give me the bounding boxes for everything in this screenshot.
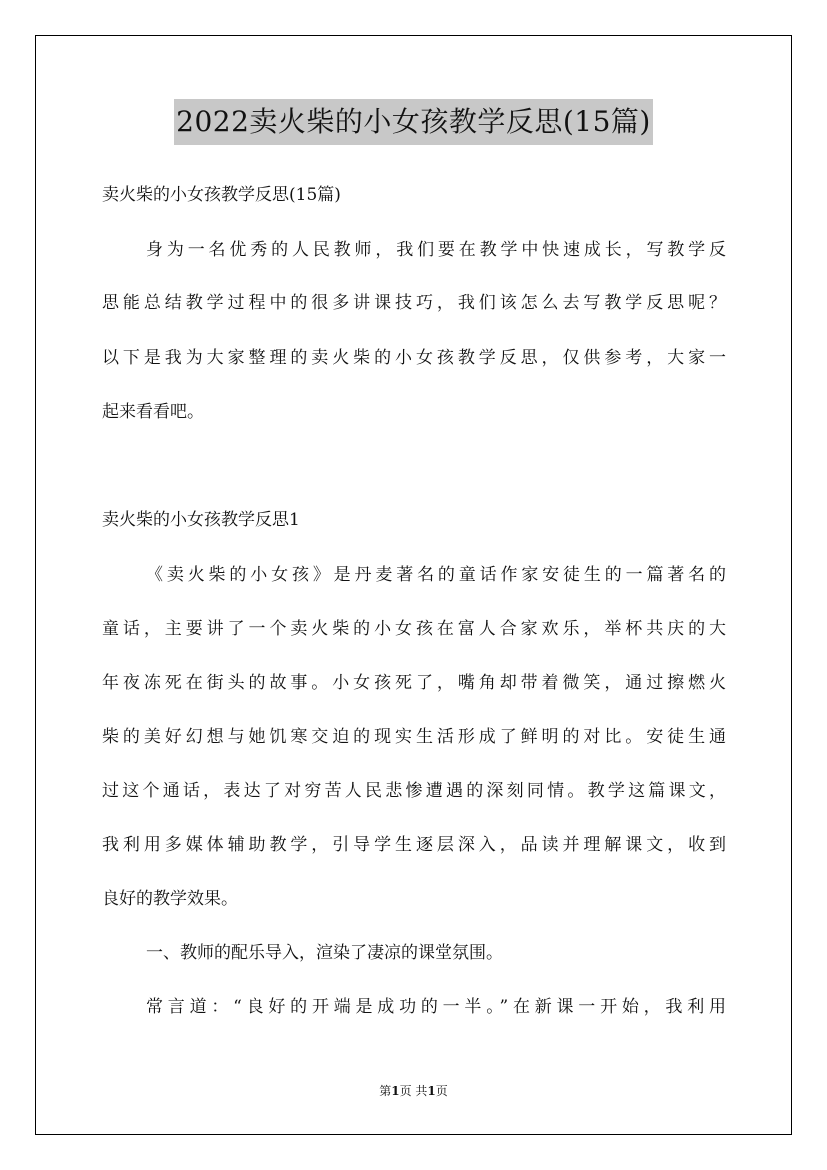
subtitle: 卖火柴的小女孩教学反思(15篇) (102, 185, 341, 205)
section-line-3: 年夜冻死在街头的故事。小女孩死了，嘴角却带着微笑，通过擦燃火 (102, 673, 726, 693)
footer-suffix: 页 (435, 1084, 448, 1098)
quote-line: 常言道：“良好的开端是成功的一半。”在新课一开始，我利用 (146, 997, 726, 1017)
intro-line-4: 起来看看吧。 (102, 402, 204, 422)
section-heading: 卖火柴的小女孩教学反思1 (102, 510, 300, 530)
footer-total-pages: 1 (427, 1084, 436, 1098)
section-line-6: 我利用多媒体辅助教学，引导学生逐层深入，品读并理解课文，收到 (102, 835, 726, 855)
section-line-4: 柴的美好幻想与她饥寒交迫的现实生活形成了鲜明的对比。安徒生通 (102, 727, 726, 747)
footer-mid: 页 共 (399, 1084, 428, 1098)
intro-line-1: 身为一名优秀的人民教师，我们要在教学中快速成长，写教学反 (146, 240, 726, 260)
section-line-1: 《卖火柴的小女孩》是丹麦著名的童话作家安徒生的一篇著名的 (146, 565, 726, 585)
intro-line-2: 思能总结教学过程中的很多讲课技巧，我们该怎么去写教学反思呢？ (102, 293, 726, 313)
section-line-7: 良好的教学效果。 (102, 889, 238, 909)
intro-line-3: 以下是我为大家整理的卖火柴的小女孩教学反思，仅供参考，大家一 (102, 348, 726, 368)
section-line-5: 过这个通话，表达了对穷苦人民悲惨遭遇的深刻同情。教学这篇课文， (102, 781, 726, 801)
footer-page-number: 1 (391, 1084, 400, 1098)
document-title (0, 99, 827, 145)
section-line-2: 童话，主要讲了一个卖火柴的小女孩在富人合家欢乐，举杯共庆的大 (102, 619, 726, 639)
point-one: 一、教师的配乐导入，渲染了凄凉的课堂氛围。 (146, 943, 503, 963)
document-title-text: 2022卖火柴的小女孩教学反思(15篇) (174, 99, 653, 145)
footer-prefix: 第 (379, 1084, 392, 1098)
page-footer (0, 1083, 827, 1099)
